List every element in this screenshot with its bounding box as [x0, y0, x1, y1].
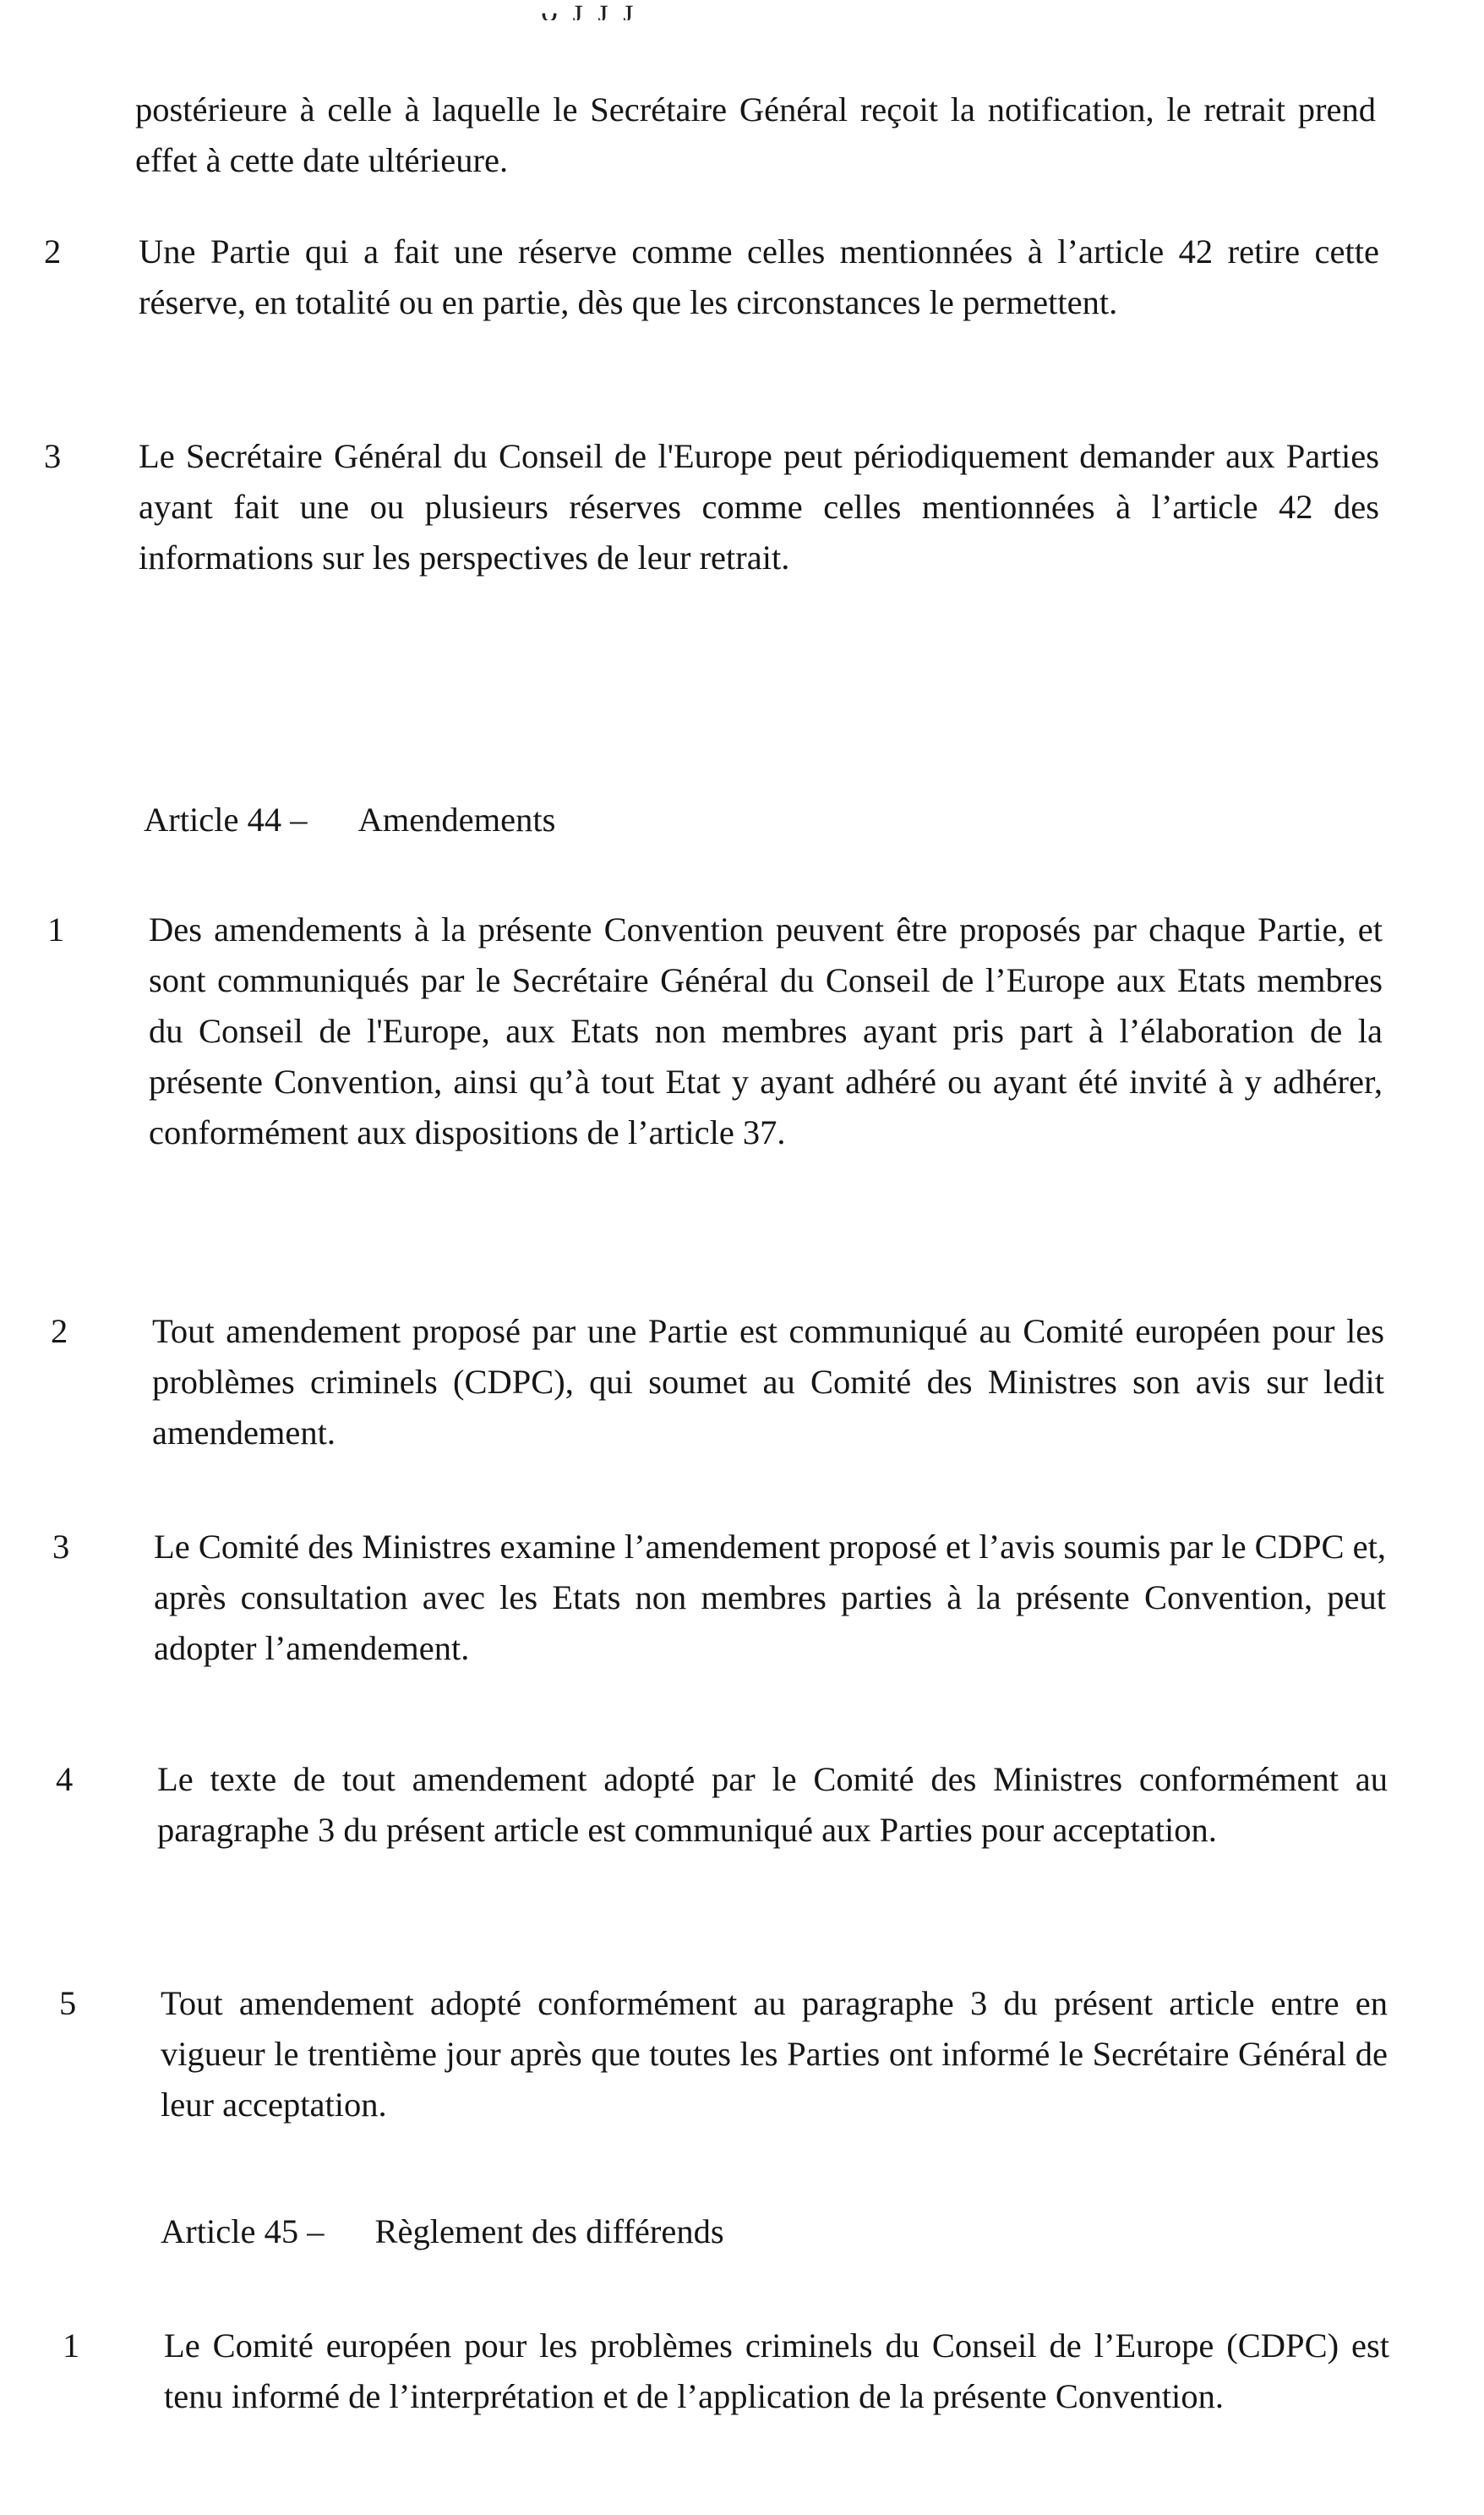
paragraph-number: 2: [51, 1312, 68, 1350]
paragraph-text: Le texte de tout amendement adopté par le Comité des Ministres conformément au paragraphe 3 du présent article est communiqué aux Parties pour acceptation.: [157, 1760, 1388, 1849]
paragraph-number: 4: [56, 1760, 74, 1798]
article-44-heading: [144, 795, 555, 845]
article-45-title: Règlement des différends: [374, 2212, 724, 2250]
page-top-fragment: ᴗ ᴊ ᴊ ᴊ: [541, 0, 637, 20]
paragraph-number: 1: [63, 2326, 80, 2365]
paragraph-text: Tout amendement adopté conformément au paragraphe 3 du présent article entre en vigueur le trentième jour après que toutes les Parties ont informé le Secrétaire Général de leur acceptation.: [161, 1984, 1388, 2124]
article-45-heading: [161, 2206, 724, 2257]
paragraph-number: 2: [44, 232, 62, 271]
paragraph-text: Une Partie qui a fait une réserve comme celles mentionnées à l’article 42 retire cette réserve, en totalité ou en partie, dès que les circonstances le permettent.: [139, 232, 1379, 321]
article-44-title: Amendements: [357, 801, 556, 839]
paragraph-number: 3: [52, 1528, 70, 1566]
paragraph-text: Tout amendement proposé par une Partie est communiqué au Comité européen pour les problèmes criminels (CDPC), qui soumet au Comité des Ministres son avis sur ledit amendement.: [152, 1312, 1384, 1452]
article-44-label: Article 44 –: [144, 801, 308, 839]
paragraph-text: Le Comité des Ministres examine l’amendement proposé et l’avis soumis par le CDPC et, après consultation avec les Etats non membres parties à la présente Convention, peut adopter l’amendement.: [154, 1528, 1386, 1667]
paragraph-number: 1: [47, 910, 65, 949]
paragraph-text: Des amendements à la présente Convention peuvent être proposés par chaque Partie, et sont communiqués par le Secrétaire Général du Conseil de l’Europe aux Etats membres du Conseil de l'Europe, aux Etats non membres ayant pris part à l’élaboration de la présente Convention, ainsi qu’à tout Etat y ayant adhéré ou ayant été invité à y adhérer, conformément aux dispositions de l’article 37.: [149, 910, 1383, 1151]
paragraph-number: 5: [59, 1984, 77, 2022]
paragraph-text: postérieure à celle à laquelle le Secrétaire Général reçoit la notification, le retrait prend effet à cette date ultérieure.: [135, 90, 1376, 179]
paragraph-number: 3: [44, 437, 62, 475]
article-45-label: Article 45 –: [161, 2212, 325, 2250]
paragraph-text: Le Secrétaire Général du Conseil de l'Europe peut périodiquement demander aux Parties ayant fait une ou plusieurs réserves comme celles mentionnées à l’article 42 des informations sur les perspectives de leur retrait.: [139, 437, 1379, 577]
paragraph-text: Le Comité européen pour les problèmes criminels du Conseil de l’Europe (CDPC) est tenu informé de l’interprétation et de l’application de la présente Convention.: [164, 2326, 1389, 2415]
